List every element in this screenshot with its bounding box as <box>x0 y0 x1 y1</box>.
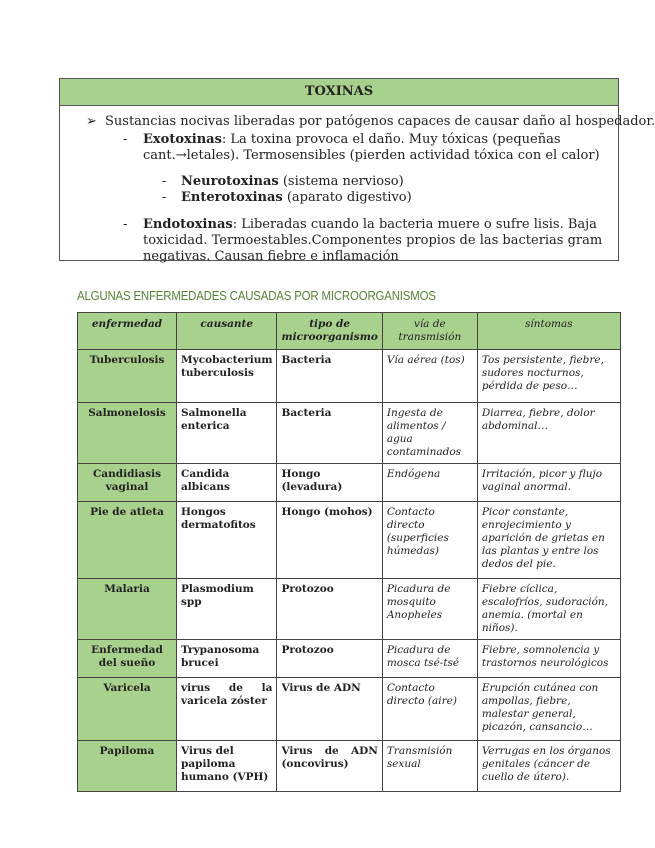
transmission: Vía aérea (tos) <box>382 350 477 403</box>
exotoxinas-term: Exotoxinas <box>143 132 222 147</box>
dash-neuro: - <box>162 174 167 189</box>
enterotoxinas-term: Enterotoxinas <box>181 190 283 205</box>
toxinas-title: TOXINAS <box>60 79 618 106</box>
symptoms: Picor constante, enrojecimiento y aparición de grietas en las plantas y entre los dedos del pie. <box>477 502 620 579</box>
symptoms: Fiebre, somnolencia y trastornos neurológicos <box>477 640 620 678</box>
symptoms: Irritación, picor y flujo vaginal anormal. <box>477 464 620 502</box>
table-row <box>78 579 621 640</box>
disease-name: Papiloma <box>78 741 177 792</box>
header-enfermedad: enfermedad <box>78 313 177 350</box>
transmission: Transmisión sexual <box>382 741 477 792</box>
table-row <box>78 502 621 579</box>
dash-endo: - <box>123 217 128 232</box>
cause: virus de la varicela zóster <box>177 678 277 741</box>
neurotoxinas-term: Neurotoxinas <box>181 174 279 189</box>
microorganism-type: Bacteria <box>277 350 382 403</box>
cause: Plasmodium spp <box>177 579 277 640</box>
transmission: Picadura de mosquito Anopheles <box>382 579 477 640</box>
symptoms: Diarrea, fiebre, dolor abdominal… <box>477 403 620 464</box>
table-row <box>78 640 621 678</box>
neurotoxinas-item: Neurotoxinas (sistema nervioso) <box>181 174 404 189</box>
header-causante: causante <box>177 313 277 350</box>
header-sintomas: síntomas <box>477 313 620 350</box>
toxinas-box <box>59 78 655 264</box>
symptoms: Erupción cutánea con ampollas, fiebre, malestar general, picazón, cansancio… <box>477 678 620 741</box>
microorganism-type: Bacteria <box>277 403 382 464</box>
symptoms: Fiebre cíclica, escalofríos, sudoración, anemia. (mortal en niños). <box>477 579 620 640</box>
dash-exo: - <box>123 132 128 147</box>
dash-entero: - <box>162 190 167 205</box>
cause: Salmonella enterica <box>177 403 277 464</box>
disease-name: Pie de atleta <box>78 502 177 579</box>
symptoms: Tos persistente, fiebre, sudores nocturnos, pérdida de peso… <box>477 350 620 403</box>
table-row <box>78 464 621 502</box>
disease-name: Salmonelosis <box>78 403 177 464</box>
table-row <box>78 678 621 741</box>
table-row <box>78 741 621 792</box>
diseases-table <box>77 312 621 792</box>
disease-name: Tuberculosis <box>78 350 177 403</box>
transmission: Contacto directo (superficies húmedas) <box>382 502 477 579</box>
transmission: Endógena <box>382 464 477 502</box>
microorganism-type: Virus de ADN (oncovirus) <box>277 741 382 792</box>
microorganism-type: Hongo (mohos) <box>277 502 382 579</box>
exotoxinas-line1: Exotoxinas: La toxina provoca el daño. Muy tóxicas (pequeñas <box>143 132 561 147</box>
microorganism-type: Protozoo <box>277 579 382 640</box>
cause: Candida albicans <box>177 464 277 502</box>
bullet-arrow-icon: ➢ <box>86 114 97 129</box>
cause: Hongos dermatofitos <box>177 502 277 579</box>
section-title: ALGUNAS ENFERMEDADES CAUSADAS POR MICROORGANISMOS <box>77 288 436 303</box>
microorganism-type: Virus de ADN <box>277 678 382 741</box>
disease-name: Malaria <box>78 579 177 640</box>
endotoxinas-line2: toxicidad. Termoestables.Componentes propios de las bacterias gram <box>143 233 603 248</box>
cause: Mycobacterium tuberculosis <box>177 350 277 403</box>
endotoxinas-line1: Endotoxinas: Liberadas cuando la bacteria muere o sufre lisis. Baja <box>143 217 597 232</box>
table-row <box>78 403 621 464</box>
transmission: Contacto directo (aire) <box>382 678 477 741</box>
exotoxinas-line2: cant.→letales). Termosensibles (pierden actividad tóxica con el calor) <box>143 148 600 163</box>
disease-name: Enfermedad del sueño <box>78 640 177 678</box>
header-tipo: tipo de microorganismo <box>277 313 382 350</box>
microorganism-type: Protozoo <box>277 640 382 678</box>
transmission: Ingesta de alimentos / agua contaminados <box>382 403 477 464</box>
disease-name: Varicela <box>78 678 177 741</box>
toxinas-intro: Sustancias nocivas liberadas por patógenos capaces de causar daño al hospedador. <box>105 114 655 129</box>
cause: Trypanosoma brucei <box>177 640 277 678</box>
cause: Virus del papiloma humano (VPH) <box>177 741 277 792</box>
enterotoxinas-item: Enterotoxinas (aparato digestivo) <box>181 190 412 205</box>
table-row <box>78 350 621 403</box>
header-via: vía de transmisión <box>382 313 477 350</box>
endotoxinas-line3: negativas. Causan fiebre e inflamación <box>143 249 399 264</box>
symptoms: Verrugas en los órganos genitales (cáncer de cuello de útero). <box>477 741 620 792</box>
transmission: Picadura de mosca tsé-tsé <box>382 640 477 678</box>
microorganism-type: Hongo (levadura) <box>277 464 382 502</box>
disease-name: Candidiasis vaginal <box>78 464 177 502</box>
table-header-row <box>78 313 621 350</box>
endotoxinas-term: Endotoxinas <box>143 217 233 232</box>
